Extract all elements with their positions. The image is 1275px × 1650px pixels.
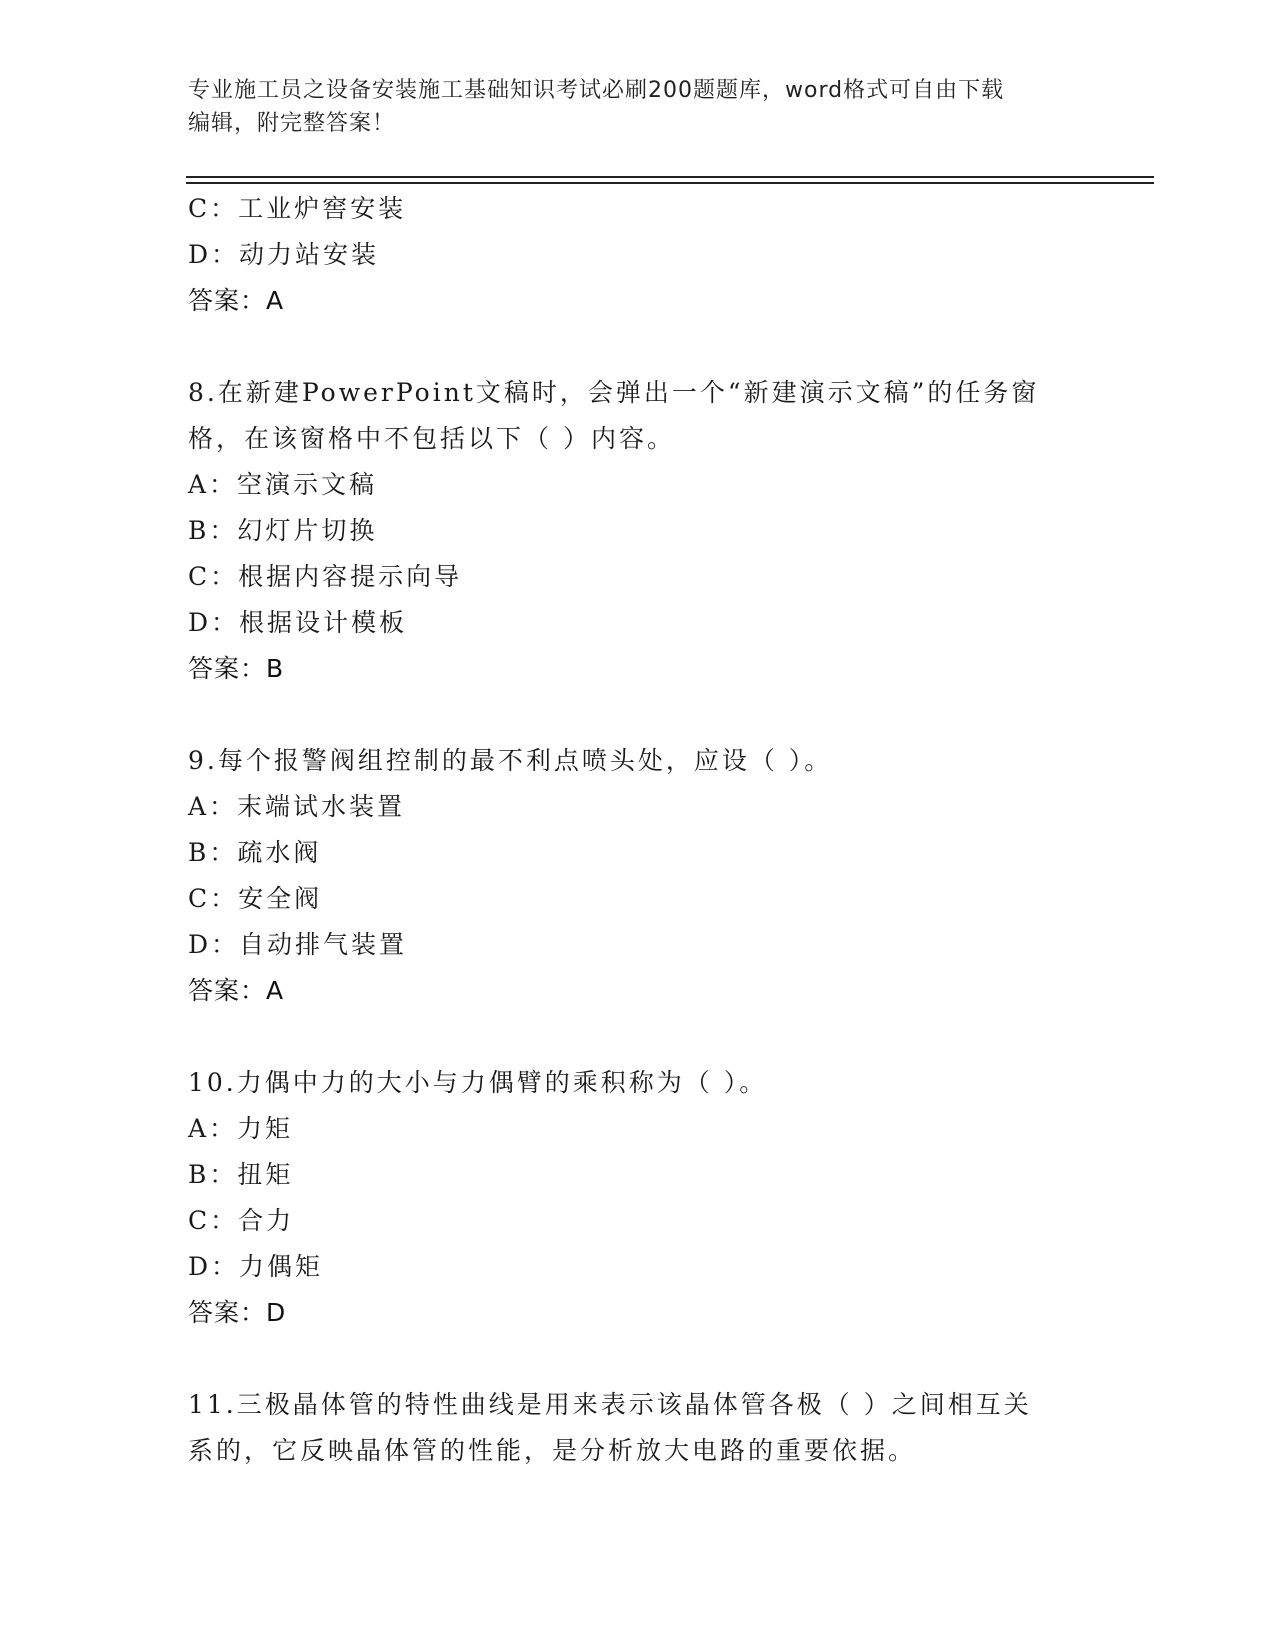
option-c: C：合力	[188, 1206, 295, 1235]
header-divider-bottom	[186, 182, 1154, 184]
spacer	[188, 692, 1088, 738]
spacer	[188, 1014, 1088, 1060]
answer-line: 答案：A	[188, 286, 285, 315]
document-header	[188, 74, 1068, 140]
option-a: A：空演示文稿	[188, 470, 378, 499]
question-8	[188, 370, 1088, 692]
answer-line: 答案：A	[188, 976, 285, 1005]
question-text-line-2: 系的，它反映晶体管的性能，是分析放大电路的重要依据。	[188, 1436, 917, 1465]
question-text-line-1: 9.每个报警阀组控制的最不利点喷头处，应设（ ）。	[188, 746, 833, 775]
option-d: D：根据设计模板	[188, 608, 408, 637]
option-c: C：工业炉窖安装	[188, 194, 407, 223]
header-divider-top	[186, 176, 1154, 178]
question-text-line-2: 格，在该窗格中不包括以下（ ）内容。	[188, 424, 675, 453]
header-title-line-2: 编辑，附完整答案！	[188, 111, 396, 136]
question-7-tail	[188, 186, 1088, 324]
option-b: B：扭矩	[188, 1160, 294, 1189]
answer-line: 答案：B	[188, 654, 285, 683]
question-text-line-1: 11.三极晶体管的特性曲线是用来表示该晶体管各极（ ）之间相互关	[188, 1390, 1032, 1419]
option-a: A：力矩	[188, 1114, 294, 1143]
option-d: D：动力站安装	[188, 240, 380, 269]
question-text-line-1: 8.在新建PowerPoint文稿时，会弹出一个“新建演示文稿”的任务窗	[188, 378, 1040, 407]
spacer	[188, 1336, 1088, 1382]
question-11	[188, 1382, 1088, 1474]
header-title-line-1: 专业施工员之设备安装施工基础知识考试必刷200题题库，word格式可自由下载	[188, 78, 1005, 103]
option-d: D：自动排气装置	[188, 930, 408, 959]
question-9	[188, 738, 1088, 1014]
question-text-line-1: 10.力偶中力的大小与力偶臂的乘积称为（ ）。	[188, 1068, 768, 1097]
option-c: C：安全阀	[188, 884, 323, 913]
option-d: D：力偶矩	[188, 1252, 324, 1281]
option-b: B：幻灯片切换	[188, 516, 378, 545]
option-a: A：末端试水装置	[188, 792, 406, 821]
question-list	[188, 186, 1088, 1474]
option-c: C：根据内容提示向导	[188, 562, 463, 591]
question-10	[188, 1060, 1088, 1336]
spacer	[188, 324, 1088, 370]
option-b: B：疏水阀	[188, 838, 322, 867]
answer-line: 答案：D	[188, 1298, 287, 1327]
